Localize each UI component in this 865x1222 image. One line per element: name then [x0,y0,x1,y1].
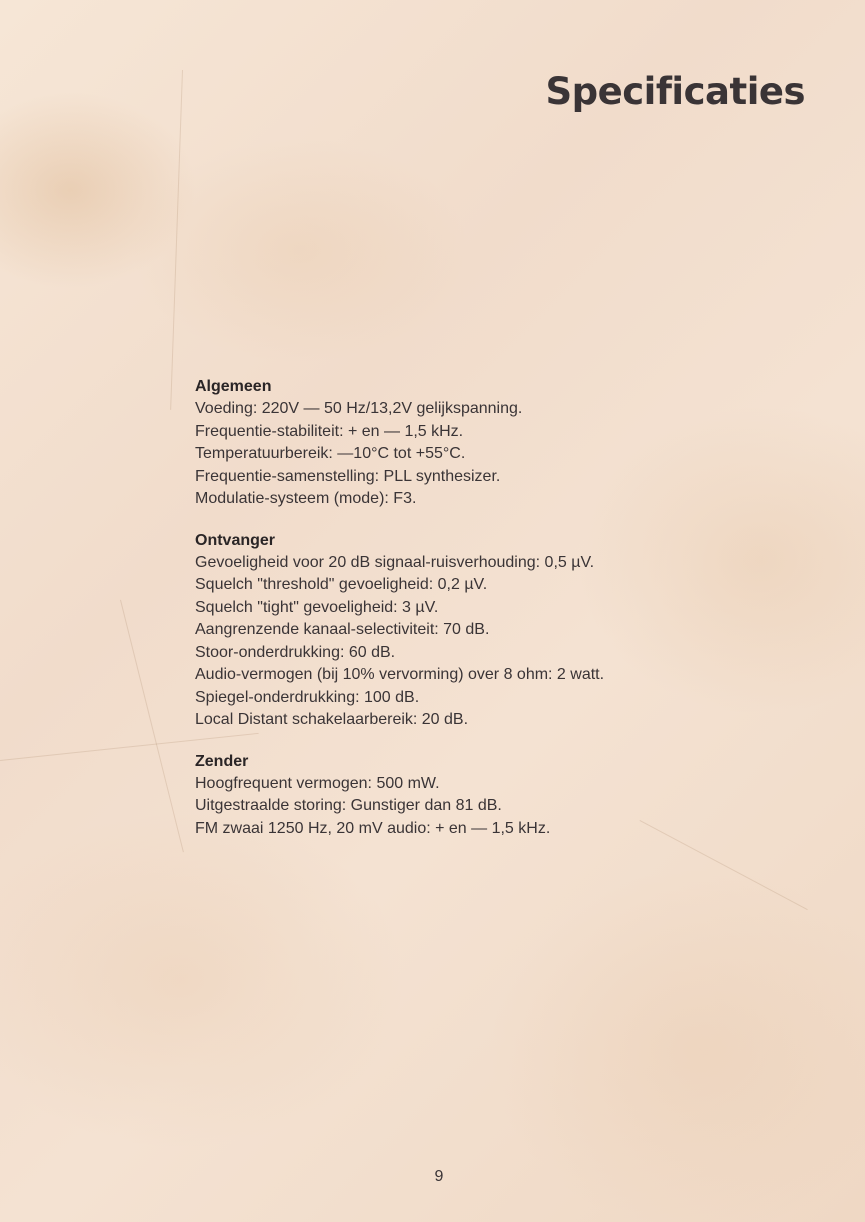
spec-line: Stoor-onderdrukking: 60 dB. [195,643,396,661]
spec-line: Frequentie-stabiliteit: + en — 1,5 kHz. [195,422,464,440]
page-title: Specificaties [545,69,805,113]
paper-crease [120,600,184,853]
spec-line: Temperatuurbereik: —10°C tot +55°C. [195,445,466,462]
specifications-body [195,376,815,859]
spec-line: Modulatie-systeem (mode): F3. [195,490,417,507]
section-heading: Ontvanger [195,531,276,549]
page-number: 9 [434,1168,444,1185]
section-heading: Zender [195,752,249,770]
section-ontvanger [195,530,815,732]
spec-line: Hoogfrequent vermogen: 500 mW. [195,774,440,792]
spec-line: Aangrenzende kanaal-selectiviteit: 70 dB. [195,621,490,638]
spec-line: FM zwaai 1250 Hz, 20 mV audio: + en — 1,5 kHz. [195,819,551,837]
section-heading: Algemeen [195,378,272,395]
paper-crease [170,70,183,410]
spec-line: Uitgestraalde storing: Gunstiger dan 81 dB. [195,797,502,814]
spec-line: Spiegel-onderdrukking: 100 dB. [195,688,420,706]
spec-line: Local Distant schakelaarbereik: 20 dB. [195,711,469,728]
spec-line: Squelch "threshold" gevoeligheid: 0,2 µV. [195,576,488,593]
section-algemeen [195,376,815,511]
section-zender [195,751,815,841]
spec-line: Audio-vermogen (bij 10% vervorming) over 8 ohm: 2 watt. [195,666,605,683]
spec-line: Gevoeligheid voor 20 dB signaal-ruisverhouding: 0,5 µV. [195,553,595,571]
spec-line: Frequentie-samenstelling: PLL synthesizer. [195,467,501,485]
spec-line: Voeding: 220V — 50 Hz/13,2V gelijkspanning. [195,400,523,417]
spec-line: Squelch "tight" gevoeligheid: 3 µV. [195,598,439,616]
